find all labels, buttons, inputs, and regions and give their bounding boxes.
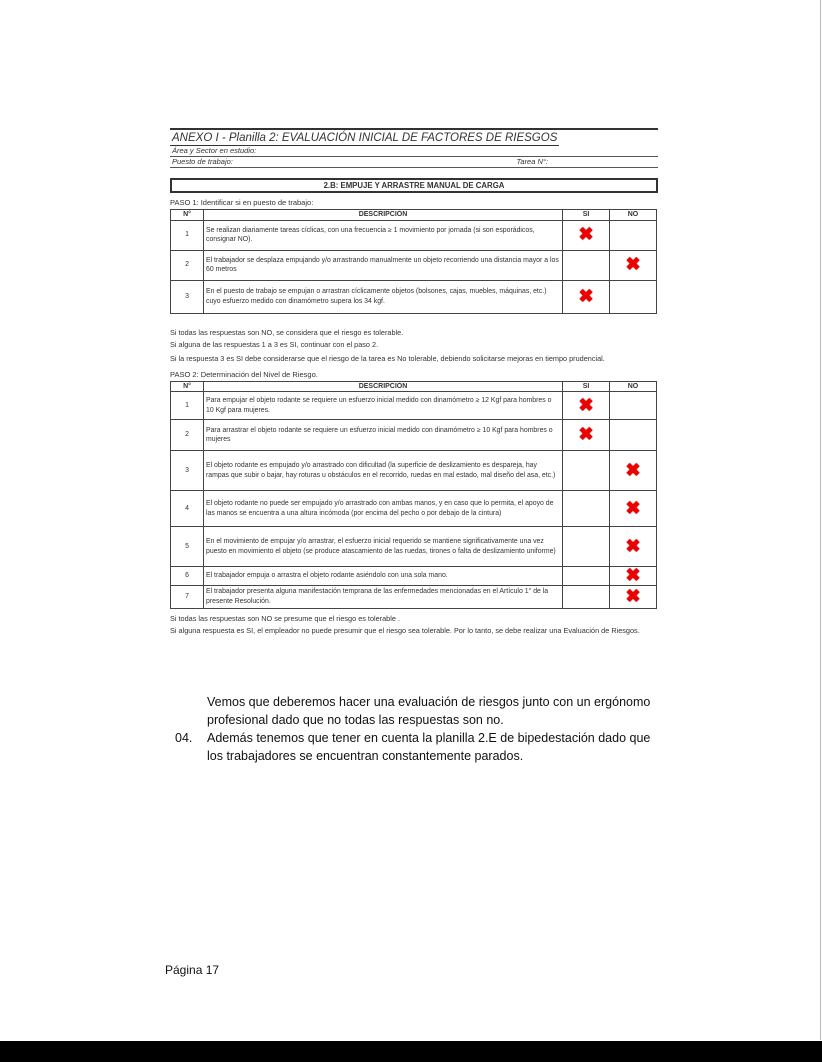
col-n: N° [171, 210, 204, 221]
tarea-label: Tarea N°: [516, 157, 548, 166]
area-label: Área y Sector en estudio: [172, 146, 257, 155]
row-number: 2 [171, 420, 204, 451]
si-cell [563, 220, 610, 250]
note: Si la respuesta 3 es SI debe considerarse que el riesgo de la tarea es No tolerable, debiendo solicitarse mejoras en tiempo prudencial. [170, 353, 605, 363]
no-cell [610, 585, 657, 608]
row-description: Para empujar el objeto rodante se requiere un esfuerzo inicial medido con dinamómetro ≥ 12 Kgf para hombres o 10 Kgf para mujeres. [204, 392, 563, 420]
col-si: SI [563, 210, 610, 221]
note: Si todas las respuestas son NO, se considera que el riesgo es tolerable. [170, 327, 404, 337]
row-number: 3 [171, 451, 204, 491]
x-mark-icon: ✖ [625, 497, 641, 518]
si-cell [563, 420, 610, 451]
table-row [171, 527, 657, 567]
paso2-notes [170, 614, 658, 636]
no-cell [610, 451, 657, 491]
col-no: NO [610, 381, 657, 392]
no-cell [610, 392, 657, 420]
row-description: El objeto rodante no puede ser empujado y/o arrastrado con ambas manos, y en caso que lo permita, el apoyo de las manos se encuentra a una altura incómoda (por encima del pecho o por debajo de la cintura) [204, 491, 563, 527]
x-mark-icon: ✖ [625, 459, 641, 480]
list-text: Además tenemos que tener en cuenta la planilla 2.E de bipedestación dado que los trabajadores se encuentran constantemente parados. [207, 731, 651, 763]
si-cell [563, 392, 610, 420]
no-cell [610, 527, 657, 567]
col-desc: DESCRIPCIÓN [204, 381, 563, 392]
table-row [171, 220, 657, 250]
col-no: NO [610, 210, 657, 221]
x-mark-icon: ✖ [578, 285, 594, 306]
table-row [171, 280, 657, 313]
si-cell [563, 585, 610, 608]
table-row [171, 451, 657, 491]
row-description: En el movimiento de empujar y/o arrastrar, el esfuerzo inicial requerido se mantiene significativamente una vez puesto en movimiento el objeto (se produce atascamiento de las ruedas, tirones o falta de deslizamiento uniforme) [204, 527, 563, 567]
x-mark-icon: ✖ [578, 394, 594, 415]
row-description: El trabajador presenta alguna manifestación temprana de las enfermedades mencionadas en el Artículo 1° de la presente Resolución. [204, 585, 563, 608]
row-number: 4 [171, 491, 204, 527]
row-description: El trabajador empuja o arrastra el objeto rodante asiéndolo con una sola mano. [204, 567, 563, 586]
x-mark-icon: ✖ [625, 254, 641, 275]
table-row [171, 392, 657, 420]
table-row [171, 491, 657, 527]
x-mark-icon: ✖ [625, 565, 641, 585]
no-cell [610, 250, 657, 280]
row-number: 1 [171, 220, 204, 250]
row-number: 7 [171, 585, 204, 608]
paso2-label: PASO 2: Determinación del Nivel de Riesgo. [170, 369, 318, 379]
paso1-notes [170, 328, 658, 364]
col-si: SI [563, 381, 610, 392]
si-cell [563, 280, 610, 313]
scanned-form [170, 128, 658, 638]
x-mark-icon: ✖ [625, 535, 641, 556]
si-cell [563, 491, 610, 527]
paso1-table [170, 209, 657, 314]
row-description: El trabajador se desplaza empujando y/o arrastrando manualmente un objeto recorriendo una distancia mayor a los 60 metros [204, 250, 563, 280]
paso2-table [170, 381, 657, 609]
bottom-bar [0, 1041, 822, 1062]
row-number: 5 [171, 527, 204, 567]
row-description: Se realizan diariamente tareas cíclicas, con una frecuencia ≥ 1 movimiento por jornada (si son esporádicos, consignar NO). [204, 220, 563, 250]
x-mark-icon: ✖ [625, 585, 641, 606]
form-title: ANEXO I - Planilla 2: EVALUACIÓN INICIAL DE FACTORES DE RIESGOS [172, 132, 558, 144]
note: Si todas las respuestas son NO se presume que el riesgo es tolerable . [170, 613, 400, 623]
table-row [171, 585, 657, 608]
paso1-label: PASO 1: Identificar si en puesto de trabajo: [170, 198, 314, 207]
row-description: En el puesto de trabajo se empujan o arrastran cíclicamente objetos (bolsones, cajas, muebles, máquinas, etc.) cuyo esfuerzo medido con dinamómetro supera los 34 kgf. [204, 280, 563, 313]
si-cell [563, 250, 610, 280]
list-number: 04. [175, 731, 193, 745]
page-number: Página 17 [165, 963, 220, 977]
row-number: 3 [171, 280, 204, 313]
puesto-label: Puesto de trabajo: [172, 157, 233, 166]
col-n: N° [171, 381, 204, 392]
row-description: Para arrastrar el objeto rodante se requiere un esfuerzo inicial medido con dinamómetro ≥ 10 Kgf para hombres o mujeres [204, 420, 563, 451]
no-cell [610, 491, 657, 527]
table-row [171, 420, 657, 451]
no-cell [610, 420, 657, 451]
no-cell [610, 567, 657, 586]
area-row [170, 146, 658, 157]
row-number: 1 [171, 392, 204, 420]
x-mark-icon: ✖ [578, 424, 594, 445]
note: Si alguna de las respuestas 1 a 3 es SI, continuar con el paso 2. [170, 339, 379, 349]
row-description: El objeto rodante es empujado y/o arrastrado con dificultad (la superficie de deslizamiento es despareja, hay rampas que subir o bajar, hay roturas u obstáculos en el recorrido, ruedas en mal estado, mal diseño del asa, etc.) [204, 451, 563, 491]
no-cell [610, 220, 657, 250]
si-cell [563, 527, 610, 567]
si-cell [563, 451, 610, 491]
no-cell [610, 280, 657, 313]
table-row [171, 250, 657, 280]
body-text [175, 693, 655, 765]
x-mark-icon: ✖ [578, 224, 594, 245]
table-row [171, 567, 657, 586]
note: Si alguna respuesta es SI, el empleador no puede presumir que el riesgo sea tolerable. Por lo tanto, se debe realizar una Evaluación de Riesgos. [170, 625, 640, 635]
row-number: 6 [171, 567, 204, 586]
si-cell [563, 567, 610, 586]
section-title: 2.B: EMPUJE Y ARRASTRE MANUAL DE CARGA [170, 178, 658, 193]
paragraph: Vemos que deberemos hacer una evaluación de riesgos junto con un ergónomo profesional dado que no todas las respuestas son no. [207, 695, 651, 727]
row-number: 2 [171, 250, 204, 280]
list-item [175, 729, 655, 765]
puesto-row [170, 157, 658, 168]
col-desc: DESCRIPCIÓN [204, 210, 563, 221]
